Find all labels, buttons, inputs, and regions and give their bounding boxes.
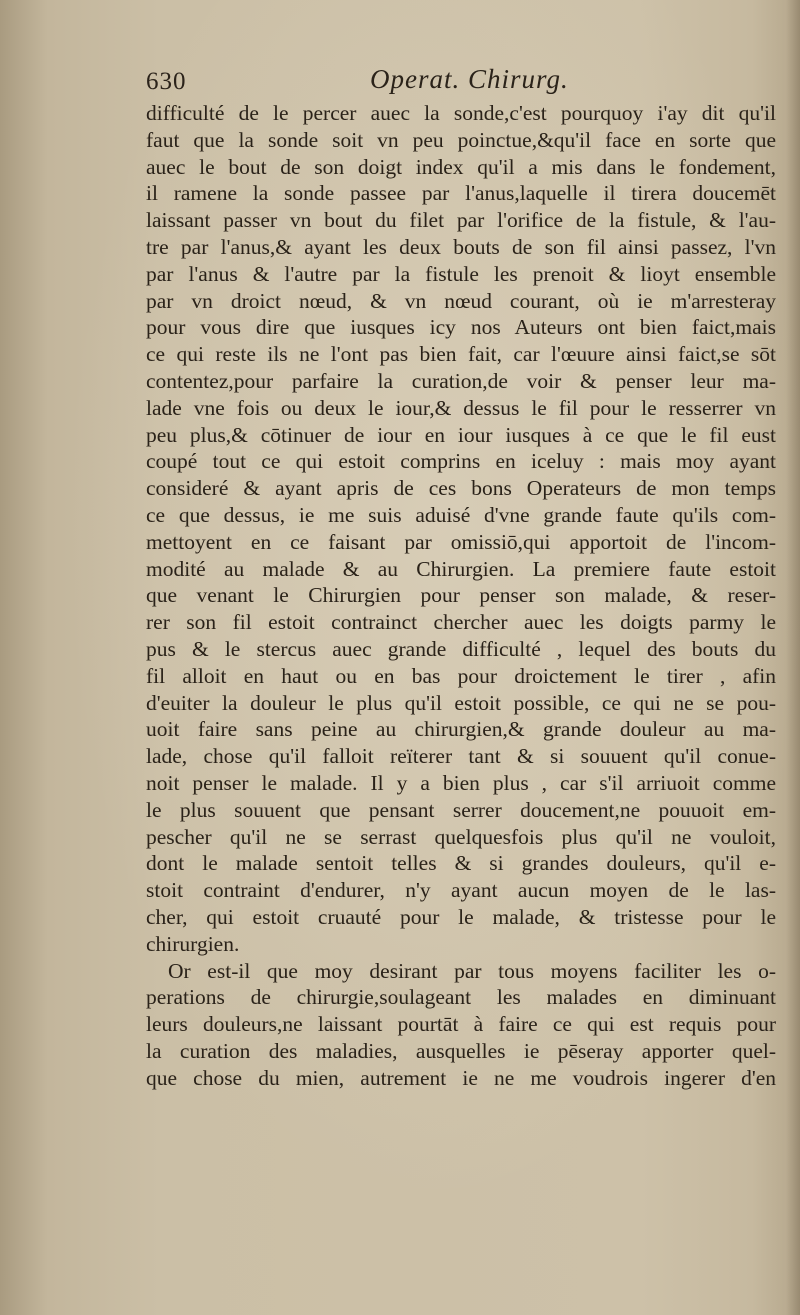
- text-line: la curation des maladies, ausquelles ie pēseray apporter quel-: [146, 1038, 776, 1063]
- text-line: difficulté de le percer auec la sonde,c'est pourquoy i'ay dit qu'il: [146, 101, 776, 125]
- text-line: par vn droict nœud, & vn nœud courant, où ie m'arresteray: [146, 288, 776, 313]
- text-line: pour vous dire que iusques icy nos Auteurs ont bien faict,mais: [146, 315, 776, 340]
- text-line: laissant passer vn bout du filet par l'orifice de la fistule, & l'au-: [146, 208, 776, 233]
- text-line: pescher qu'il ne se serrast quelquesfois plus qu'il ne vouloit,: [146, 824, 776, 849]
- text-line: rer son fil estoit contrainct chercher auec les doigts parmy le: [146, 610, 776, 635]
- text-line: mettoyent en ce faisant par omissiō,qui apportoit de l'incom-: [146, 529, 776, 554]
- text-line: tre par l'anus,& ayant les deux bouts de son fil ainsi passez, l'vn: [146, 234, 776, 259]
- running-header: [142, 62, 782, 102]
- text-line: cher, qui estoit cruauté pour le malade, & tristesse pour le: [146, 904, 776, 929]
- text-line: chirurgien.: [146, 931, 240, 956]
- text-line: ce qui reste ils ne l'ont pas bien fait, car l'œuure ainsi faict,se sōt: [146, 342, 776, 367]
- running-title: Operat. Chirurg.: [370, 64, 569, 94]
- text-line: faut que la sonde soit vn peu poinctue,&qu'il face en sorte que: [146, 127, 776, 152]
- text-line: consideré & ayant apris de ces bons Operateurs de mon temps: [146, 476, 776, 501]
- text-line: modité au malade & au Chirurgien. La premiere faute estoit: [146, 556, 776, 581]
- text-line: Or est-il que moy desirant par tous moyens faciliter les o-: [168, 958, 776, 983]
- text-line: que chose du mien, autrement ie ne me voudrois ingerer d'en: [146, 1065, 776, 1090]
- text-line: que venant le Chirurgien pour penser son malade, & reser-: [146, 583, 776, 608]
- text-line: leurs douleurs,ne laissant pourtāt à faire ce qui est requis pour: [146, 1012, 776, 1037]
- text-line: uoit faire sans peine au chirurgien,& grande douleur au ma-: [146, 717, 776, 742]
- text-line: noit penser le malade. Il y a bien plus , car s'il arriuoit comme: [146, 770, 776, 795]
- page-edge-shadow: [786, 0, 800, 1315]
- text-line: perations de chirurgie,soulageant les malades en diminuant: [146, 985, 776, 1010]
- body-text: [146, 100, 776, 1091]
- text-line: coupé tout ce qui estoit comprins en iceluy : mais moy ayant: [146, 449, 776, 474]
- page-number: 630: [146, 68, 187, 95]
- text-line: dont le malade sentoit telles & si grandes douleurs, qu'il e-: [146, 851, 776, 876]
- text-line: peu plus,& cōtinuer de iour en iour iusques à ce que le fil eust: [146, 422, 776, 447]
- text-line: par l'anus & l'autre par la fistule les prenoit & lioyt ensemble: [146, 261, 776, 286]
- text-line: ce que dessus, ie me suis aduisé d'vne grande faute qu'ils com-: [146, 502, 776, 527]
- text-line: contentez,pour parfaire la curation,de voir & penser leur ma-: [146, 368, 776, 393]
- text-line: pus & le stercus auec grande difficulté , lequel des bouts du: [146, 636, 776, 661]
- text-line: d'euiter la douleur le plus qu'il estoit possible, ce qui ne se pou-: [146, 690, 776, 715]
- text-line: stoit contraint d'endurer, n'y ayant aucun moyen de le las-: [146, 878, 776, 903]
- text-line: fil alloit en haut ou en bas pour droictement le tirer , afin: [146, 663, 776, 688]
- text-line: auec le bout de son doigt index qu'il a mis dans le fondement,: [146, 154, 776, 179]
- text-line: lade, chose qu'il falloit reïterer tant & si souuent qu'il conue-: [146, 744, 776, 769]
- text-line: le plus souuent que pensant serrer doucement,ne pouuoit em-: [146, 797, 776, 822]
- text-line: il ramene la sonde passee par l'anus,laquelle il tirera doucemēt: [146, 181, 776, 206]
- text-line: lade vne fois ou deux le iour,& dessus le fil pour le resserrer vn: [146, 395, 776, 420]
